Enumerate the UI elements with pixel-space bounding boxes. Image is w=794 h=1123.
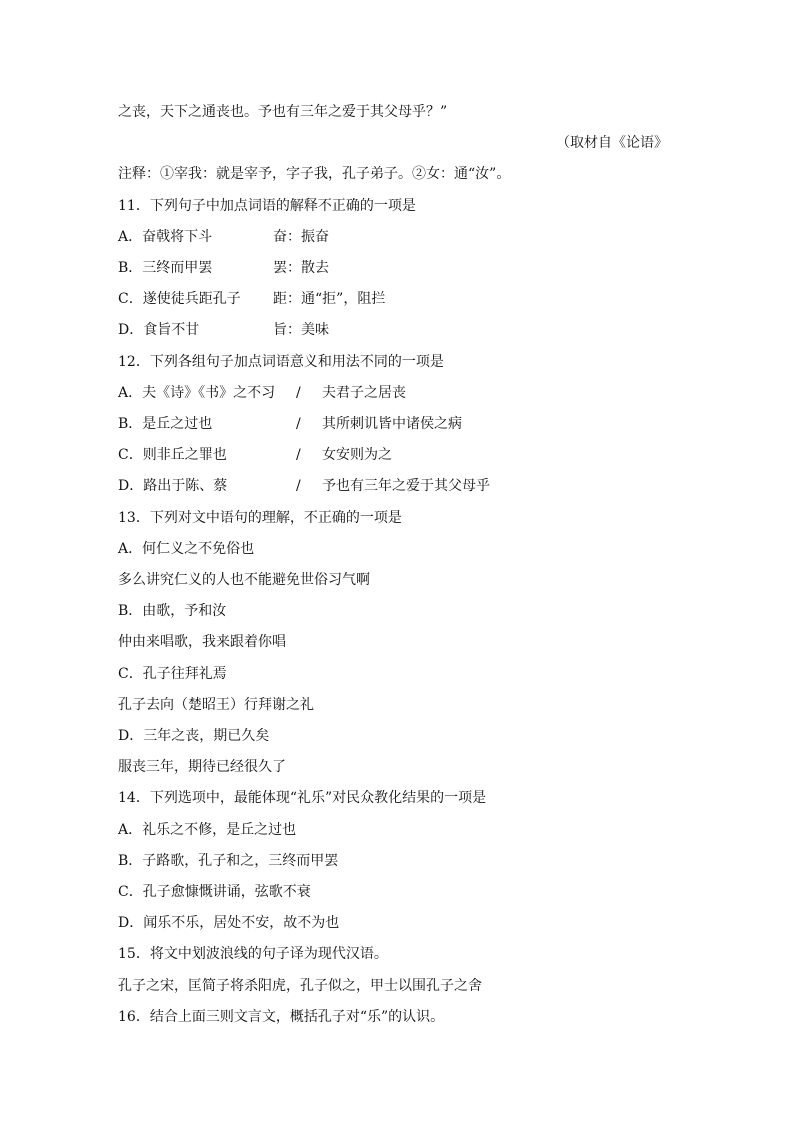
q13-option-b-sentence: B．由歌，予和汝 [118, 603, 227, 619]
option-gloss: 奋：振奋 [273, 229, 329, 245]
option-right: 夫君子之居丧 [322, 385, 406, 401]
q11-option-c [118, 289, 386, 309]
question-16-stem: 16．结合上面三则文言文，概括孔子对“乐”的认识。 [118, 1009, 445, 1025]
passage-end: 之丧，天下之通丧也。予也有三年之爱于其父母乎？” [118, 104, 448, 120]
question-13-stem: 13．下列对文中语句的理解，不正确的一项是 [118, 510, 402, 526]
option-separator: / [296, 416, 301, 432]
q13-option-a-meaning: 多么讲究仁义的人也不能避免世俗习气啊 [118, 572, 370, 588]
q14-option-d: D．闻乐不乐，居处不安，故不为也 [118, 915, 340, 931]
option-left: B．是丘之过也 [118, 416, 213, 432]
option-gloss: 罢：散去 [273, 260, 329, 276]
notes: 注释：①宰我：就是宰予，字子我，孔子弟子。②女：通“汝”。 [118, 166, 511, 182]
option-left: C．则非丘之罪也 [118, 447, 227, 463]
q12-option-a [118, 383, 406, 403]
option-text: A．奋戟将下斗 [118, 229, 213, 245]
option-right: 女安则为之 [322, 447, 392, 463]
option-gloss: 距：通“拒”，阻拦 [273, 291, 386, 307]
q13-option-b-meaning: 仲由来唱歌，我来跟着你唱 [118, 634, 286, 650]
question-12-stem: 12．下列各组句子加点词语意义和用法不同的一项是 [118, 354, 444, 370]
q14-option-c: C．孔子愈慷慨讲诵，弦歌不衰 [118, 884, 311, 900]
question-15-stem: 15．将文中划波浪线的句子译为现代汉语。 [118, 946, 388, 962]
q12-option-c [118, 445, 392, 465]
question-14-stem: 14．下列选项中，最能体现“礼乐”对民众教化结果的一项是 [118, 790, 487, 806]
q11-option-a [118, 227, 329, 247]
q13-option-d-meaning: 服丧三年，期待已经很久了 [118, 759, 286, 775]
q13-option-a-sentence: A．何仁义之不免俗也 [118, 541, 255, 557]
q11-option-d [118, 320, 329, 340]
option-right: 其所刺讥皆中诸侯之病 [322, 416, 462, 432]
question-11-stem: 11．下列句子中加点词语的解释不正确的一项是 [118, 198, 416, 214]
q11-option-b [118, 258, 329, 278]
option-right: 予也有三年之爱于其父母乎 [322, 478, 490, 494]
option-gloss: 旨：美味 [273, 322, 329, 338]
option-separator: / [296, 478, 301, 494]
option-left: D．路出于陈、蔡 [118, 478, 228, 494]
q14-option-a: A．礼乐之不修，是丘之过也 [118, 822, 297, 838]
option-left: A．夫《诗》《书》之不习 [118, 385, 276, 401]
option-text: D．食旨不甘 [118, 322, 200, 338]
source-citation: （取材自《论语》 [556, 135, 668, 151]
q13-option-c-meaning: 孔子去向（楚昭王）行拜谢之礼 [118, 697, 314, 713]
q14-option-b: B．子路歌，孔子和之，三终而甲罢 [118, 853, 339, 869]
q13-option-c-sentence: C．孔子往拜礼焉 [118, 666, 227, 682]
option-separator: / [296, 447, 301, 463]
q15-sentence: 孔子之宋，匡简子将杀阳虎，孔子似之，甲士以围孔子之舍 [118, 978, 482, 994]
option-text: B．三终而甲罢 [118, 260, 213, 276]
option-text: C．遂使徒兵距孔子 [118, 291, 241, 307]
q12-option-b [118, 414, 462, 434]
option-separator: / [296, 385, 301, 401]
q13-option-d-sentence: D．三年之丧，期已久矣 [118, 728, 270, 744]
q12-option-d [118, 476, 490, 496]
